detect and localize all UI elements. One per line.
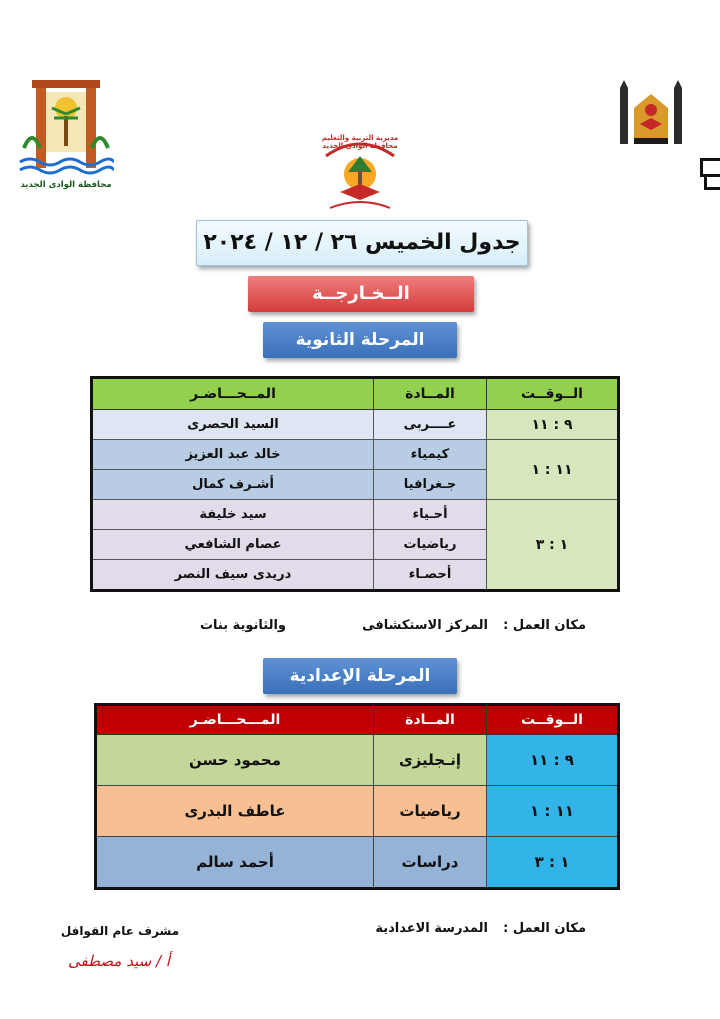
- column-header-subject: المــادة: [374, 378, 487, 410]
- right-logo-subcaption: [704, 174, 720, 190]
- teacher-cell: خالد عبد العزيز: [92, 440, 374, 470]
- table-header-row: [92, 378, 619, 410]
- time-cell: ٩ : ١١: [487, 735, 619, 786]
- subject-cell: أحـياء: [374, 500, 487, 530]
- subject-cell: كيمياء: [374, 440, 487, 470]
- secondary-workplace-label: مكان العمل :: [503, 618, 586, 633]
- table-row: [92, 410, 619, 440]
- column-header-time: الــوقــت: [487, 378, 619, 410]
- column-header-teacher: المــحـــاضـر: [92, 378, 374, 410]
- supervisor-name: أ / سيد مصطفى: [68, 952, 170, 970]
- teacher-cell: عصام الشافعي: [92, 530, 374, 560]
- center-logo-caption: مديرية التربية والتعليم محافظة الوادي الجديد: [321, 134, 399, 150]
- subject-cell: أحصـاء: [374, 560, 487, 591]
- time-cell: ١ : ٣: [487, 500, 619, 591]
- table-row: [92, 500, 619, 530]
- table-row: [96, 786, 619, 837]
- table-row: [96, 735, 619, 786]
- column-header-teacher: المـــحـــاضـر: [96, 705, 374, 735]
- teacher-cell: سيد خليفة: [92, 500, 374, 530]
- column-header-subject: المــادة: [374, 705, 487, 735]
- time-cell: ٩ : ١١: [487, 410, 619, 440]
- preparatory-stage-label: المرحلة الإعدادية: [263, 658, 457, 694]
- teacher-cell: أشـرف كمال: [92, 470, 374, 500]
- educational-convoys-logo: [610, 78, 692, 190]
- time-cell: ١ : ٣: [487, 837, 619, 889]
- teacher-cell: السيد الحصرى: [92, 410, 374, 440]
- teacher-cell: دريدى سيف النصر: [92, 560, 374, 591]
- new-valley-governorate-logo: [18, 78, 114, 198]
- secondary-stage-label: المرحلة الثانوية: [263, 322, 457, 358]
- preparatory-workplace-value: المدرسة الاعدادية: [375, 921, 488, 936]
- preparatory-workplace-label: مكان العمل :: [503, 921, 586, 936]
- secondary-workplace-value: المركز الاستكشافى: [362, 618, 488, 633]
- time-cell: ١١ : ١: [487, 786, 619, 837]
- city-label: الــخـارجــة: [248, 276, 474, 312]
- table-row: [92, 440, 619, 470]
- secondary-workplace-value-2: والثانوية بنات: [199, 618, 286, 633]
- table-row: [96, 837, 619, 889]
- teacher-cell: محمود حسن: [96, 735, 374, 786]
- left-logo-caption: محافظة الوادى الجديد: [20, 180, 112, 190]
- supervisor-title: مشرف عام القوافل: [60, 924, 180, 938]
- table-header-row: [96, 705, 619, 735]
- schedule-title: جدول الخميس ٢٦ / ١٢ / ٢٠٢٤: [196, 220, 528, 266]
- time-cell: ١١ : ١: [487, 440, 619, 500]
- secondary-schedule-table: [90, 376, 620, 592]
- subject-cell: إنـجليزى: [374, 735, 487, 786]
- subject-cell: رياضيات: [374, 786, 487, 837]
- subject-cell: جـغرافيا: [374, 470, 487, 500]
- education-directorate-logo: [318, 132, 402, 216]
- column-header-time: الــوقــت: [487, 705, 619, 735]
- subject-cell: عــــربى: [374, 410, 487, 440]
- preparatory-schedule-table: [94, 703, 620, 890]
- teacher-cell: عاطف البدرى: [96, 786, 374, 837]
- teacher-cell: أحمد سالم: [96, 837, 374, 889]
- subject-cell: دراسات: [374, 837, 487, 889]
- subject-cell: رياضيات: [374, 530, 487, 560]
